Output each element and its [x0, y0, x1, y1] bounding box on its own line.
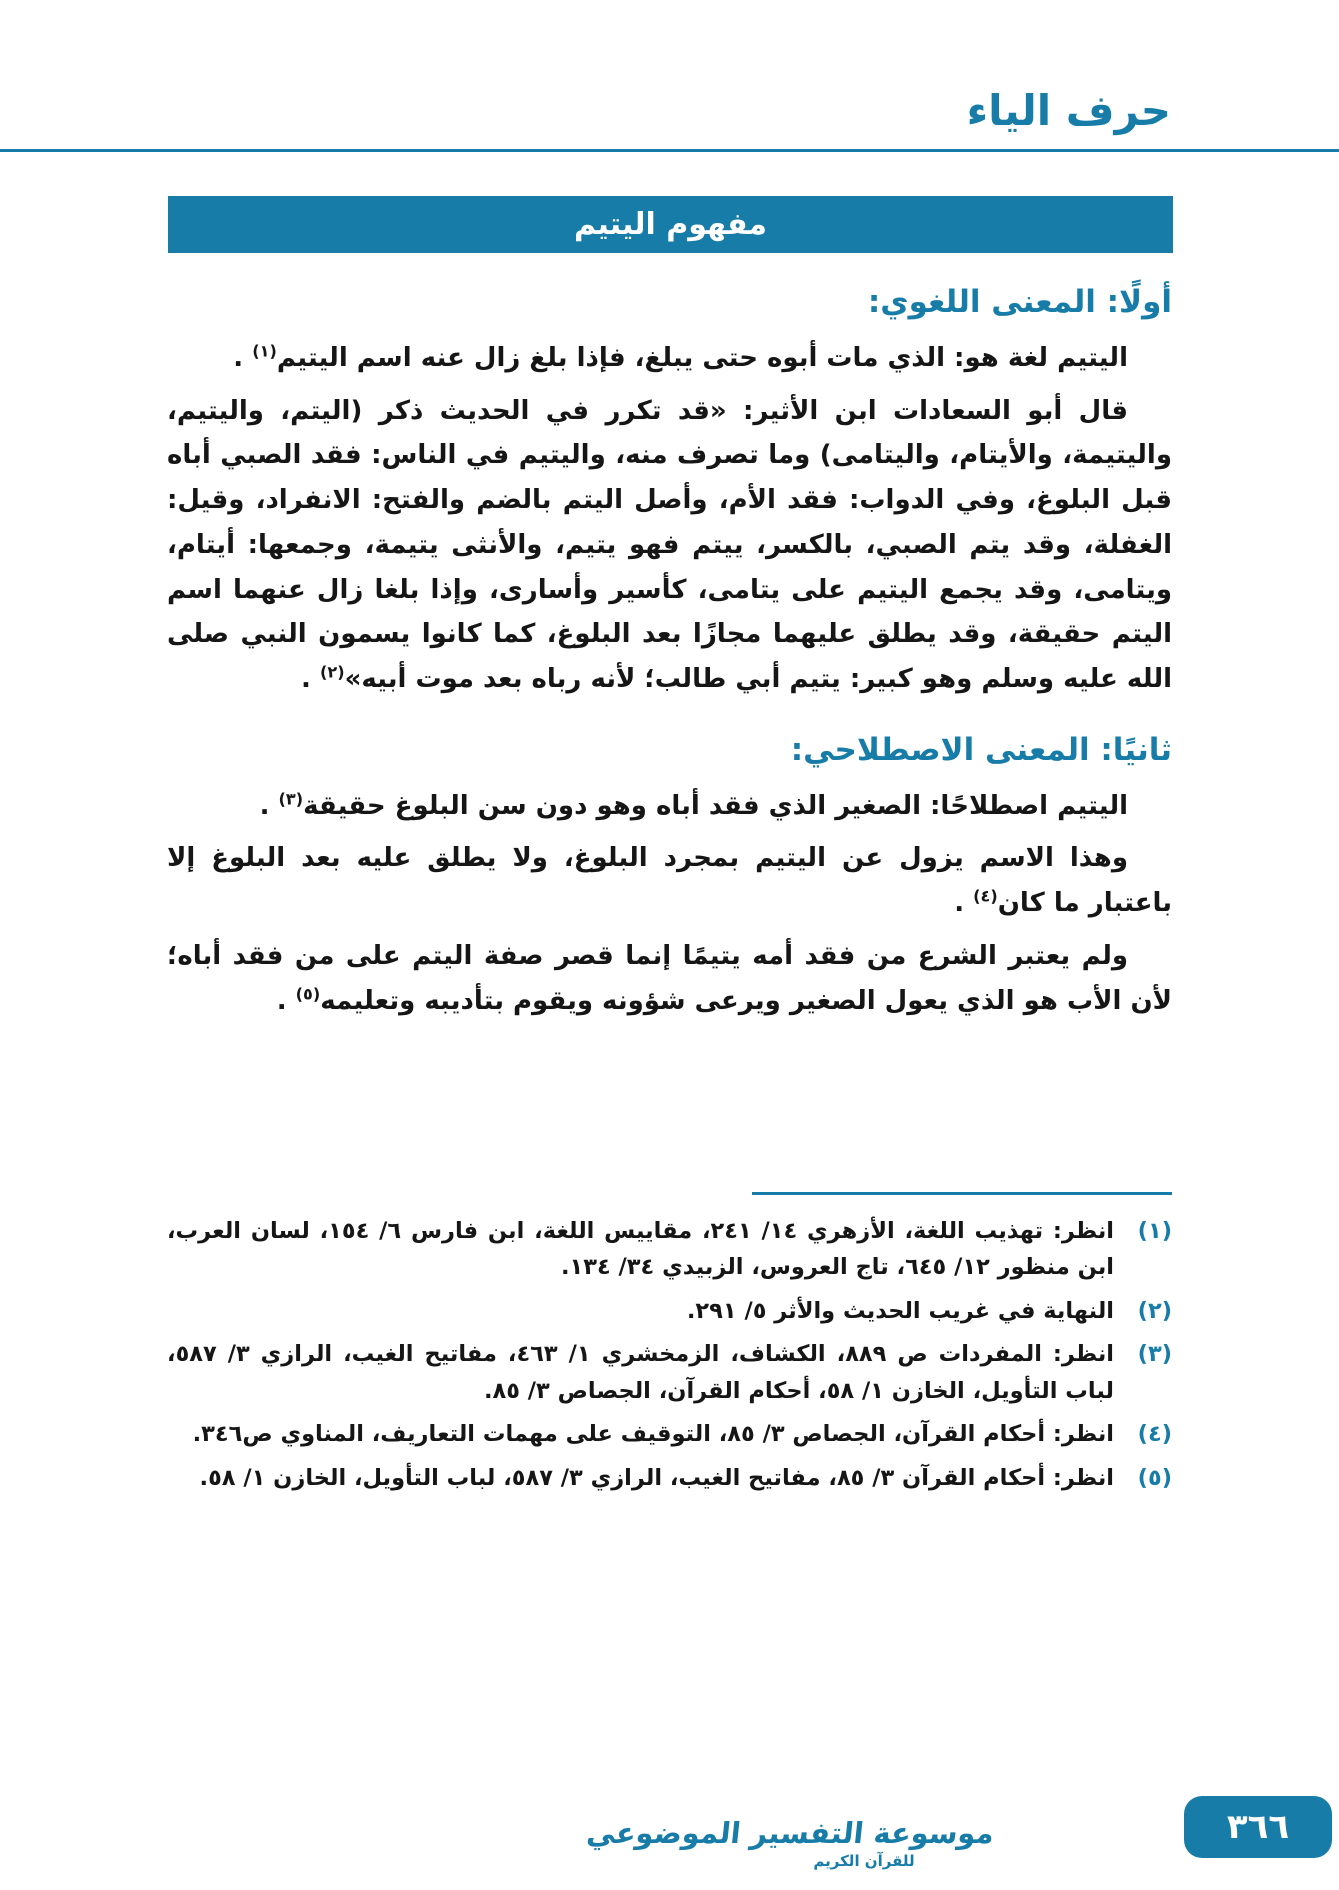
paragraph-terminological-definition	[167, 784, 1172, 829]
footnote-ref-2: (٢)	[319, 662, 345, 682]
sentence-period: .	[233, 343, 253, 373]
paragraph-text: اليتيم لغة هو: الذي مات أبوه حتى يبلغ، فإذا بلغ زال عنه اسم اليتيم	[276, 343, 1128, 373]
footnote-text: انظر: أحكام القرآن ٣/ ٨٥، مفاتيح الغيب، الرازي ٣/ ٥٨٧، لباب التأويل، الخازن ١/ ٥٨.	[199, 1464, 1114, 1491]
paragraph-father-loss	[167, 934, 1172, 1023]
footnote-item-1	[167, 1213, 1172, 1286]
paragraph-text: وهذا الاسم يزول عن اليتيم بمجرد البلوغ، ولا يطلق عليه بعد البلوغ إلا باعتبار ما كان	[167, 843, 1172, 919]
footnote-text: انظر: أحكام القرآن، الجصاص ٣/ ٨٥، التوقيف على مهمات التعاريف، المناوي ص٣٤٦.	[192, 1421, 1114, 1448]
section-heading-terminological: ثانيًا: المعنى الاصطلاحي:	[790, 731, 1172, 768]
paragraph-ibn-athir-quote	[167, 389, 1172, 702]
header-rule	[0, 149, 1339, 152]
footnote-item-4	[167, 1416, 1172, 1452]
sentence-period: .	[954, 888, 974, 919]
footnote-number: (٢)	[1137, 1297, 1172, 1324]
section-heading-linguistic: أولًا: المعنى اللغوي:	[867, 284, 1172, 320]
publisher-logo-title: موسوعة التفسير الموضوعي	[585, 1816, 996, 1850]
paragraph-text: ولم يعتبر الشرع من فقد أمه يتيمًا إنما قصر صفة اليتم على من فقد أباه؛ لأن الأب هو الذي يعول الصغير ويرعى شؤونه ويقوم بتأديبه وتعليمه	[167, 940, 1172, 1016]
footnote-separator	[752, 1192, 1172, 1195]
chapter-heading: حرف الياء	[966, 86, 1171, 135]
footnote-text: انظر: تهذيب اللغة، الأزهري ١٤/ ٢٤١، مقاييس اللغة، ابن فارس ٦/ ١٥٤، لسان العرب، ابن منظور ١٢/ ٦٤٥، تاج العروس، الزبيدي ٣٤/ ١٣٤.	[167, 1218, 1114, 1281]
footnote-ref-4: (٤)	[973, 886, 998, 906]
page-number: ٣٦٦	[1226, 1807, 1290, 1847]
footnote-item-3	[167, 1336, 1172, 1409]
sentence-period: .	[259, 790, 279, 821]
footnote-number: (٣)	[1137, 1341, 1172, 1368]
publisher-logo	[585, 1816, 996, 1870]
banner-title: مفهوم اليتيم	[573, 207, 768, 242]
paragraph-linguistic-definition	[167, 336, 1172, 381]
sentence-period: .	[301, 664, 320, 695]
footnote-ref-5: (٥)	[295, 983, 321, 1003]
paragraph-text: قال أبو السعادات ابن الأثير: «قد تكرر في الحديث ذكر (اليتم، واليتيم، واليتيمة، والأيتام، واليتامى) وما تصرف منه، واليتيم في الناس: فقد الصبي أباه قبل البلوغ، وفي الدواب: فقد الأم، وأصل اليتم بالضم والفتح: الانفراد، وقيل: الغفلة، وقد يتم الصبي، بالكسر، ييتم فهو يتيم، والأنثى يتيمة، وجمعها: أيتام، ويتامى، وقد يجمع اليتيم على يتامى، كأسير وأسارى، وإذا بلغا زال عنهما اسم اليتم حقيقة، وقد يطلق عليهما مجازًا بعد البلوغ، كما كانوا يسمون النبي صلى الله عليه وسلم وهو كبير: يتيم أبي طالب؛ لأنه رباه بعد موت أبيه»	[167, 395, 1172, 695]
footnote-number: (٤)	[1137, 1421, 1172, 1448]
page-number-badge	[1184, 1796, 1332, 1858]
footnote-ref-3: (٣)	[278, 789, 304, 809]
footnote-number: (٥)	[1137, 1464, 1172, 1491]
title-banner	[168, 196, 1173, 253]
paragraph-name-removal	[167, 836, 1172, 925]
publisher-logo-subtitle: للقرآن الكريم	[813, 1852, 915, 1870]
paragraph-text: اليتيم اصطلاحًا: الصغير الذي فقد أباه وهو دون سن البلوغ حقيقة	[303, 790, 1128, 821]
footnote-text: انظر: المفردات ص ٨٨٩، الكشاف، الزمخشري ١/ ٤٦٣، مفاتيح الغيب، الرازي ٣/ ٥٨٧، لباب التأويل، الخازن ١/ ٥٨، أحكام القرآن، الجصاص ٣/ ٨٥.	[167, 1341, 1114, 1404]
footnote-ref-1: (١)	[252, 341, 277, 361]
footnote-text: النهاية في غريب الحديث والأثر ٥/ ٢٩١.	[686, 1297, 1114, 1324]
footnote-item-2	[167, 1293, 1172, 1329]
main-content	[167, 270, 1172, 1031]
footnotes-section	[167, 1192, 1172, 1503]
footnote-item-5	[167, 1460, 1172, 1496]
sentence-period: .	[276, 985, 296, 1016]
footnote-number: (١)	[1137, 1218, 1172, 1244]
